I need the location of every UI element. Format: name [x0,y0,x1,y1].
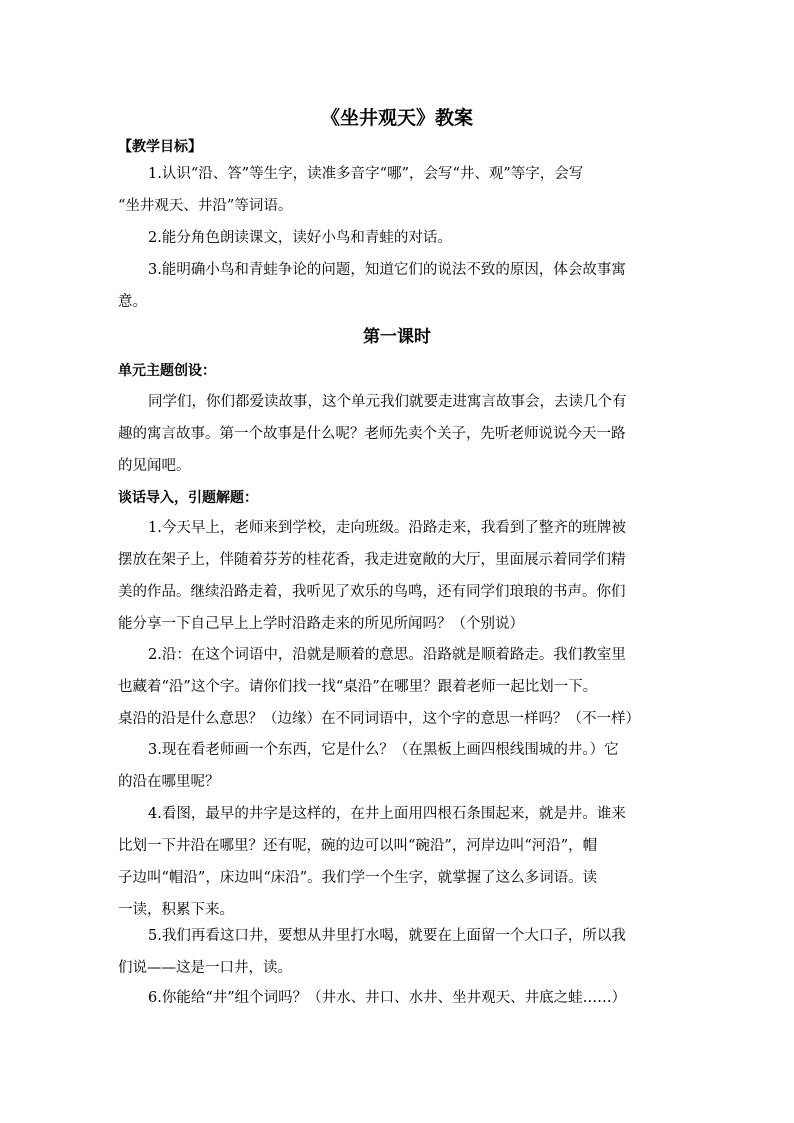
objective-1 [118,158,688,222]
step-6 [118,982,688,1014]
text-line: 6.你能给“井”组个词吗？（井水、井口、水井、坐井观天、井底之蛙……） [148,990,627,1006]
step-5 [118,920,688,984]
text-line: 能分享一下自己早上上学时沿路走来的所见所闻吗？（个别说） [118,616,524,632]
text-line: 2.能分角色朗读课文，读好小鸟和青蛙的对话。 [148,230,452,246]
objective-2 [118,222,688,254]
objectives-heading: 【教学目标】 [118,139,202,155]
text-line: 同学们，你们都爱读故事，这个单元我们就要走进寓言故事会，去读几个有 [148,394,627,410]
objectives-section [118,136,688,158]
intro-heading: 谈话导入，引题解题： [118,490,258,506]
objective-3 [118,254,688,318]
unit-heading: 单元主题创设： [118,363,216,379]
text-line: 2.沿：在这个词语中，沿就是顺着的意思。沿路就是顺着路走。我们教室里 [148,647,626,663]
text-line: “坐井观天、井沿”等词语。 [118,198,293,214]
step-3 [118,734,688,798]
unit-section [118,360,688,382]
text-line: 桌沿的沿是什么意思？（边缘）在不同词语中，这个字的意思一样吗？（不一样） [118,711,640,727]
step-2 [118,639,688,735]
text-line: 3.能明确小鸟和青蛙争论的问题，知道它们的说法不致的原因，体会故事寓 [148,262,626,278]
document-title: 《坐井观天》教案 [320,107,473,129]
step-1 [118,512,688,640]
section-title: 第一课时 [363,327,431,347]
text-line: 1.今天早上，老师来到学校，走向班级。沿路走来，我看到了整齐的班牌被 [148,520,626,536]
text-line: 意。 [118,294,147,310]
text-line: 趣的寓言故事。第一个故事是什么呢？老师先卖个关子，先听老师说说今天一路 [118,426,626,442]
unit-paragraph [118,386,688,482]
text-line: 4.看图，最早的井字是这样的，在井上面用四根石条围起来，就是井。谁来 [148,806,626,822]
text-line: 比划一下井沿在哪里？还有呢，碗的边可以叫“碗沿”，河岸边叫“河沿”，帽 [118,838,598,854]
text-line: 的沿在哪里呢？ [118,774,220,790]
text-line: 美的作品。继续沿路走着，我听见了欢乐的鸟鸣，还有同学们琅琅的书声。你们 [118,584,626,600]
step-4 [118,798,688,926]
intro-section [118,487,688,509]
text-line: 子边叫“帽沿”，床边叫“床沿”。我们学一个生字，就掌握了这么多词语。读 [118,870,598,886]
text-line: 们说——这是一口井，读。 [118,960,292,976]
text-line: 3.现在看老师画一个东西，它是什么？（在黑板上画四根线围城的井。）它 [148,742,619,758]
text-line: 一读，积累下来。 [118,902,234,918]
text-line: 也藏着“沿”这个字。请你们找一找“桌沿”在哪里？跟着老师一起比划一下。 [118,679,598,695]
text-line: 1.认识“沿、答”等生字，读准多音字“哪”，会写“井、观”等字，会写 [148,166,584,182]
text-line: 摆放在架子上，伴随着芬芳的桂花香，我走进宽敞的大厅，里面展示着同学们精 [118,552,626,568]
text-line: 5.我们再看这口井，要想从井里打水喝，就要在上面留一个大口子，所以我 [148,928,626,944]
text-line: 的见闻吧。 [118,458,191,474]
